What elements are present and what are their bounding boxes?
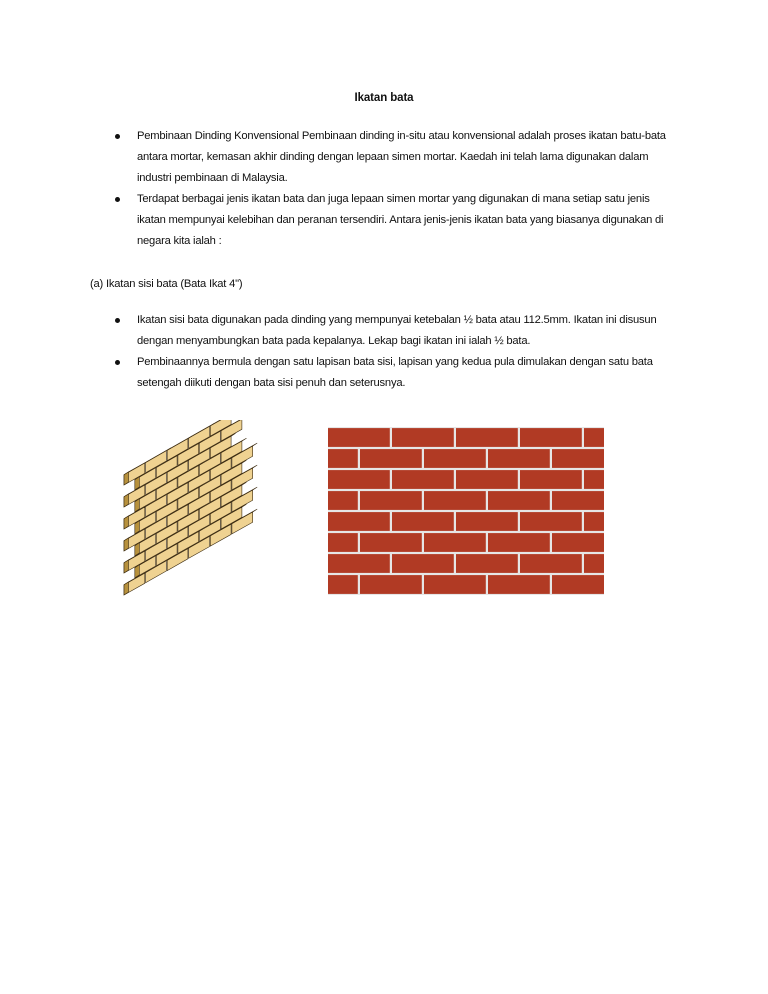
brick [488, 449, 550, 468]
list-item: Terdapat berbagai jenis ikatan bata dan juga lepaan simen mortar yang digunakan di mana setiap satu jenis ikatan mempunyai kelebihan dan peranan tersendiri. Antara jenis-jenis ikatan bata yang biasanya digunakan di negara kita ialah : [106, 189, 676, 252]
brick [552, 449, 604, 468]
brick [456, 470, 518, 489]
brick [392, 428, 454, 447]
brick [328, 428, 390, 447]
brick [552, 575, 604, 594]
brick [360, 491, 422, 510]
brick [424, 449, 486, 468]
brick [584, 428, 604, 447]
brick [520, 512, 582, 531]
brick [328, 491, 358, 510]
brick [488, 533, 550, 552]
brick [424, 491, 486, 510]
brick [424, 575, 486, 594]
brick [328, 449, 358, 468]
brick [328, 575, 358, 594]
red-brick-wall-illustration [328, 427, 604, 595]
brick [584, 554, 604, 573]
section-heading: (a) Ikatan sisi bata (Bata Ikat 4") [90, 278, 243, 290]
list-item: Ikatan sisi bata digunakan pada dinding yang mempunyai ketebalan ½ bata atau 112.5mm. Ikatan ini disusun dengan menyambungkan bata pada kepalanya. Lekap bagi ikatan ini ialah ½ bata. [106, 310, 676, 352]
brick [360, 449, 422, 468]
brick [456, 428, 518, 447]
brick [392, 512, 454, 531]
brick [328, 512, 390, 531]
brick-wall-3d-illustration [118, 420, 308, 600]
brick [328, 554, 390, 573]
brick [456, 512, 518, 531]
brick [360, 533, 422, 552]
brick [456, 554, 518, 573]
brick [360, 575, 422, 594]
page-title: Ikatan bata [354, 92, 414, 104]
brick [520, 470, 582, 489]
brick [392, 470, 454, 489]
brick [552, 491, 604, 510]
brick [552, 533, 604, 552]
brick [584, 512, 604, 531]
brick [488, 575, 550, 594]
brick [392, 554, 454, 573]
brick [424, 533, 486, 552]
list-item: Pembinaannya bermula dengan satu lapisan bata sisi, lapisan yang kedua pula dimulakan dengan satu bata setengah diikuti dengan bata sisi penuh dan seterusnya. [106, 352, 676, 394]
stretcher-bond-bullet-list [106, 310, 676, 394]
intro-bullet-list [106, 126, 676, 252]
brick [488, 491, 550, 510]
list-item: Pembinaan Dinding Konvensional Pembinaan dinding in-situ atau konvensional adalah proses ikatan batu-bata antara mortar, kemasan akhir dinding dengan lepaan simen mortar. Kaedah ini telah lama digunakan dalam industri pembinaan di Malaysia. [106, 126, 676, 189]
brick [328, 470, 390, 489]
brick [328, 533, 358, 552]
brick [520, 428, 582, 447]
brick [520, 554, 582, 573]
brick [584, 470, 604, 489]
